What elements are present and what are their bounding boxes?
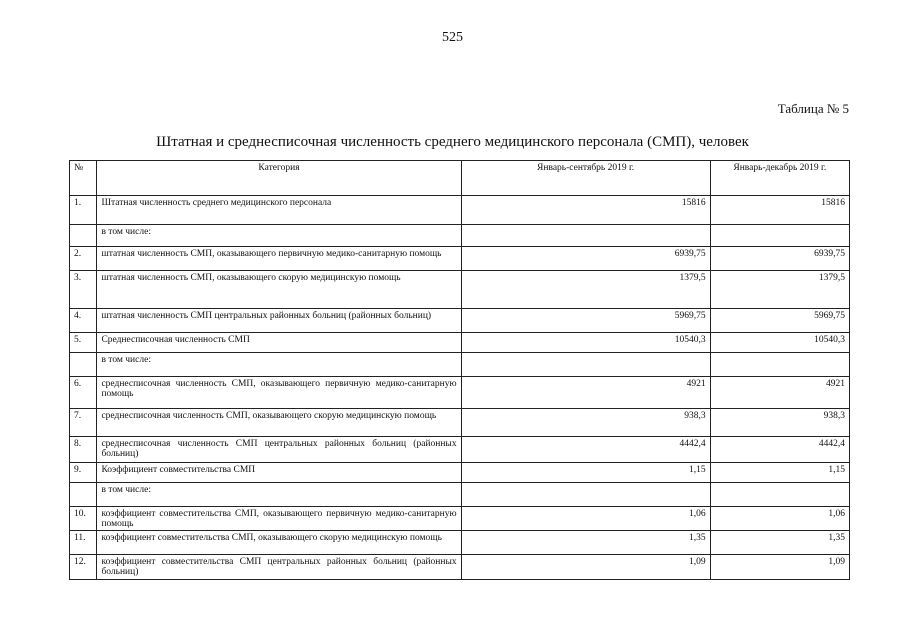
category-cell: штатная численность СМП, оказывающего скорую медицинскую помощь <box>97 271 461 309</box>
row-number-cell: 9. <box>70 463 97 483</box>
table-body <box>70 196 850 580</box>
jan-sep-value-cell: 1,09 <box>461 555 710 580</box>
jan-sep-value-cell: 1,06 <box>461 507 710 531</box>
jan-dec-value-cell: 1,15 <box>710 463 849 483</box>
document-title: Штатная и среднесписочная численность среднего медицинского персонала (СМП), человек <box>156 134 749 150</box>
jan-dec-value-cell: 1,09 <box>710 555 849 580</box>
category-cell: Штатная численность среднего медицинского персонала <box>97 196 461 225</box>
table-row <box>70 247 850 271</box>
jan-dec-value-cell: 4442,4 <box>710 437 849 463</box>
jan-dec-value-cell: 1,35 <box>710 531 849 555</box>
table-row <box>70 463 850 483</box>
jan-dec-value-cell <box>710 483 849 507</box>
category-cell: коэффициент совместительства СМП, оказывающего скорую медицинскую помощь <box>97 531 461 555</box>
table-row <box>70 531 850 555</box>
table-row <box>70 507 850 531</box>
row-number-cell: 1. <box>70 196 97 225</box>
table-row <box>70 225 850 247</box>
category-cell: коэффициент совместительства СМП, оказывающего первичную медико-санитарную помощь <box>97 507 461 531</box>
category-cell: в том числе: <box>97 483 461 507</box>
row-number-cell: 2. <box>70 247 97 271</box>
header-category: Категория <box>97 161 461 196</box>
jan-sep-value-cell: 5969,75 <box>461 309 710 333</box>
jan-dec-value-cell: 15816 <box>710 196 849 225</box>
jan-dec-value-cell: 4921 <box>710 377 849 409</box>
category-cell: штатная численность СМП, оказывающего первичную медико-санитарную помощь <box>97 247 461 271</box>
header-jan-dec: Январь-декабрь 2019 г. <box>710 161 849 196</box>
table-row <box>70 409 850 437</box>
jan-sep-value-cell: 1,15 <box>461 463 710 483</box>
category-cell: Среднесписочная численность СМП <box>97 333 461 353</box>
row-number-cell: 7. <box>70 409 97 437</box>
row-number-cell <box>70 353 97 377</box>
jan-sep-value-cell <box>461 225 710 247</box>
category-cell: среднесписочная численность СМП, оказывающего первичную медико-санитарную помощь <box>97 377 461 409</box>
jan-dec-value-cell: 10540,3 <box>710 333 849 353</box>
table-row <box>70 437 850 463</box>
jan-dec-value-cell <box>710 353 849 377</box>
header-number: № <box>70 161 97 196</box>
table-row <box>70 483 850 507</box>
row-number-cell: 6. <box>70 377 97 409</box>
jan-sep-value-cell: 10540,3 <box>461 333 710 353</box>
row-number-cell: 11. <box>70 531 97 555</box>
table-header <box>70 161 850 196</box>
category-cell: в том числе: <box>97 353 461 377</box>
category-cell: среднесписочная численность СМП, оказывающего скорую медицинскую помощь <box>97 409 461 437</box>
table-row <box>70 377 850 409</box>
jan-sep-value-cell: 4921 <box>461 377 710 409</box>
jan-dec-value-cell: 6939,75 <box>710 247 849 271</box>
row-number-cell <box>70 483 97 507</box>
table-row <box>70 271 850 309</box>
category-cell: коэффициент совместительства СМП центральных районных больниц (районных больниц) <box>97 555 461 580</box>
row-number-cell <box>70 225 97 247</box>
table-label: Таблица № 5 <box>777 101 849 116</box>
jan-sep-value-cell: 4442,4 <box>461 437 710 463</box>
category-cell: в том числе: <box>97 225 461 247</box>
table-row <box>70 333 850 353</box>
jan-sep-value-cell: 1,35 <box>461 531 710 555</box>
jan-sep-value-cell: 938,3 <box>461 409 710 437</box>
jan-sep-value-cell: 6939,75 <box>461 247 710 271</box>
table-row <box>70 196 850 225</box>
header-row <box>70 161 850 196</box>
jan-dec-value-cell: 1379,5 <box>710 271 849 309</box>
row-number-cell: 12. <box>70 555 97 580</box>
page-number: 525 <box>442 30 463 45</box>
jan-dec-value-cell: 938,3 <box>710 409 849 437</box>
category-cell: штатная численность СМП центральных районных больниц (районных больниц) <box>97 309 461 333</box>
table-row <box>70 309 850 333</box>
row-number-cell: 4. <box>70 309 97 333</box>
jan-dec-value-cell: 1,06 <box>710 507 849 531</box>
header-jan-sep: Январь-сентябрь 2019 г. <box>461 161 710 196</box>
jan-sep-value-cell: 15816 <box>461 196 710 225</box>
row-number-cell: 8. <box>70 437 97 463</box>
category-cell: Коэффициент совместительства СМП <box>97 463 461 483</box>
table-row <box>70 555 850 580</box>
row-number-cell: 5. <box>70 333 97 353</box>
jan-dec-value-cell <box>710 225 849 247</box>
row-number-cell: 10. <box>70 507 97 531</box>
jan-sep-value-cell <box>461 353 710 377</box>
staffing-table <box>69 160 850 580</box>
jan-sep-value-cell: 1379,5 <box>461 271 710 309</box>
jan-dec-value-cell: 5969,75 <box>710 309 849 333</box>
table-row <box>70 353 850 377</box>
row-number-cell: 3. <box>70 271 97 309</box>
category-cell: среднесписочная численность СМП центральных районных больниц (районных больниц) <box>97 437 461 463</box>
jan-sep-value-cell <box>461 483 710 507</box>
